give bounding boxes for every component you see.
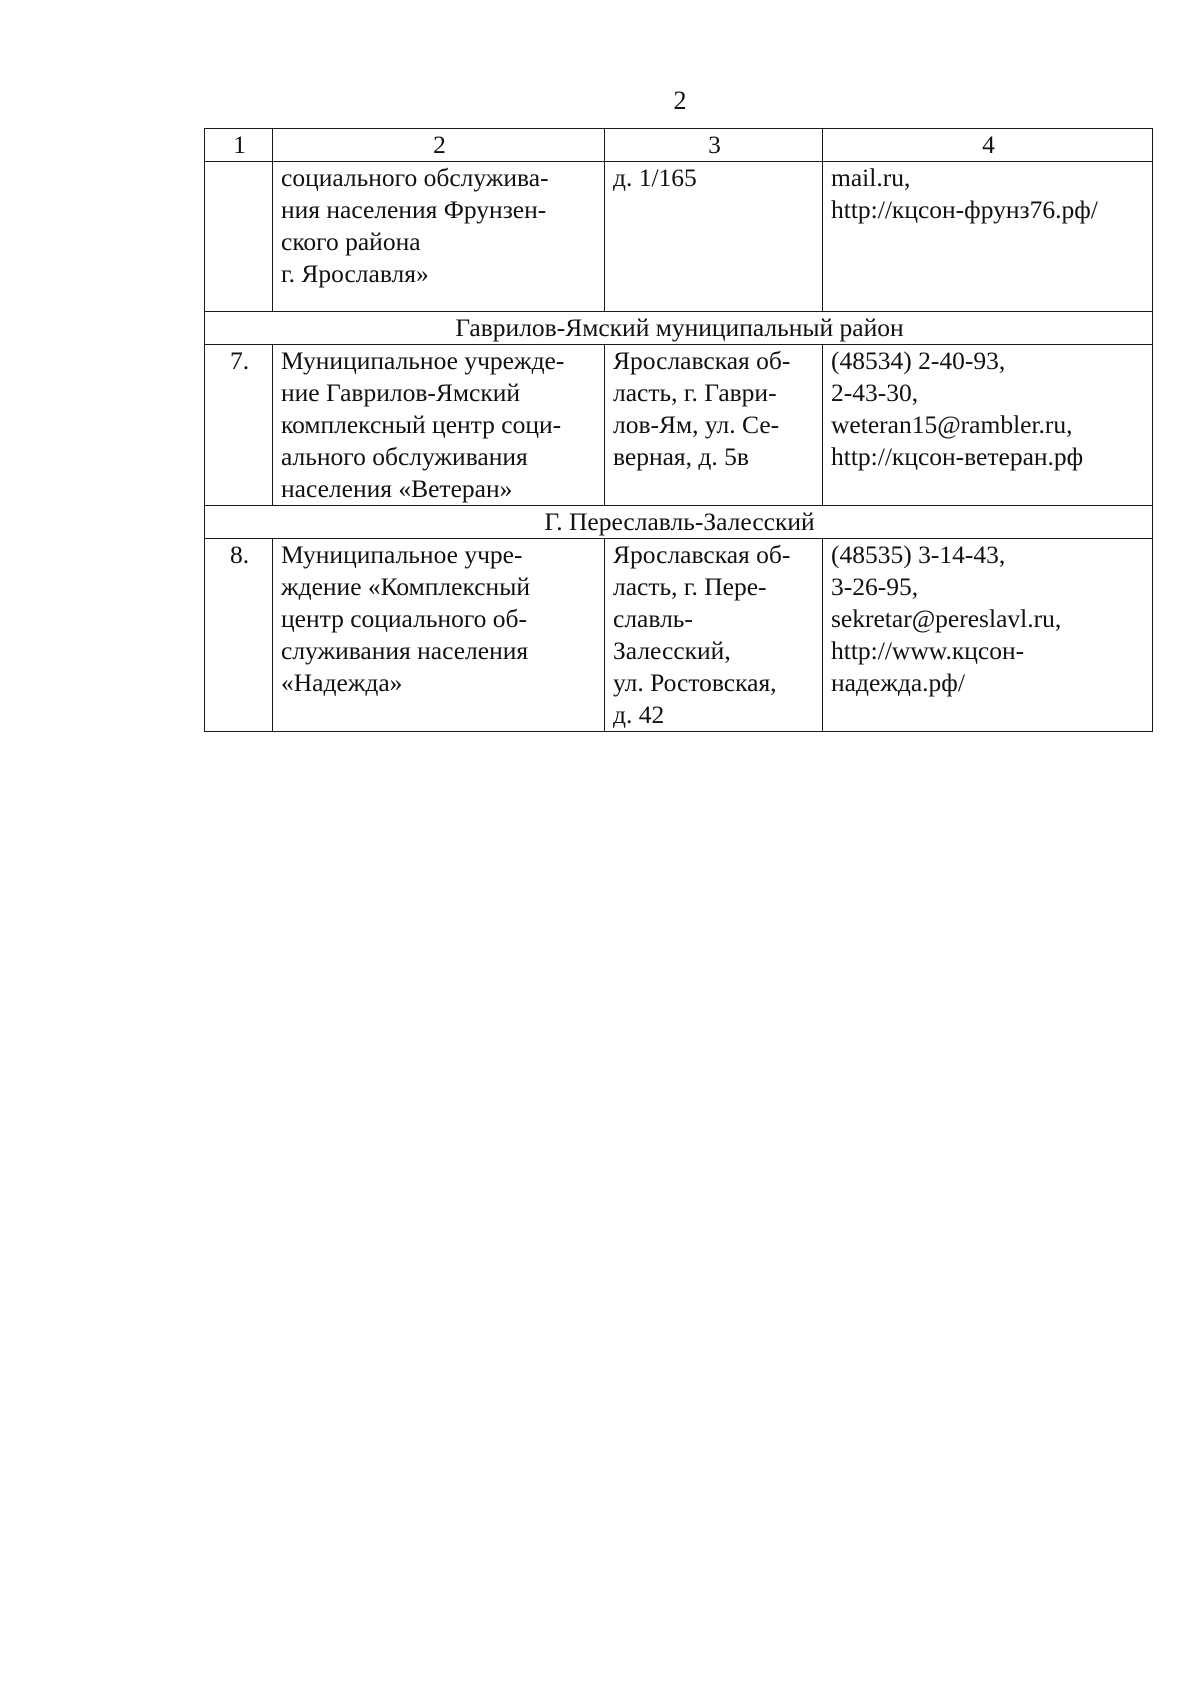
table-header-row — [205, 129, 1153, 162]
address-line: ул. Ростовская, — [613, 668, 777, 697]
name-line: Муниципальное учре- — [281, 540, 523, 569]
address-line: верная, д. 5в — [613, 442, 749, 471]
name-line: ского района — [281, 227, 421, 256]
row-number — [205, 162, 273, 312]
address-line: славль- — [613, 604, 693, 633]
name-line: комплексный центр соци- — [281, 410, 562, 439]
address-line: ласть, г. Пере- — [613, 572, 767, 601]
institution-name-cell — [273, 345, 605, 506]
contacts-line: http://www.кцсон- — [831, 636, 1025, 665]
contacts-cell — [823, 345, 1153, 506]
section-heading: Г. Переславль-Залесский — [205, 506, 1153, 539]
table-row-continuation — [205, 162, 1153, 312]
address-cell — [605, 539, 823, 732]
contacts-line: sekretar@pereslavl.ru, — [831, 604, 1062, 633]
page-number: 2 — [673, 86, 687, 115]
address-cell — [605, 345, 823, 506]
contacts-line: weteran15@rambler.ru, — [831, 410, 1073, 439]
contacts-line: http://кцсон-ветеран.рф — [831, 442, 1084, 471]
name-line: населения «Ветеран» — [281, 474, 513, 503]
contacts-line: (48535) 3-14-43, — [831, 540, 1006, 569]
contacts-line: 3-26-95, — [831, 572, 919, 601]
address-line: лов-Ям, ул. Се- — [613, 410, 780, 439]
contacts-line: надежда.рф/ — [831, 668, 965, 697]
name-line: «Надежда» — [281, 668, 403, 697]
contacts-cell — [823, 539, 1153, 732]
contacts-cell — [823, 162, 1153, 312]
header-col-1: 1 — [205, 129, 273, 162]
address-line: Ярославская об- — [613, 540, 791, 569]
section-row-pereslavl — [205, 506, 1153, 539]
contacts-line: mail.ru, — [831, 163, 911, 192]
address-line: ласть, г. Гаври- — [613, 378, 777, 407]
name-line: центр социального об- — [281, 604, 528, 633]
contacts-line: http://кцсон-фрунз76.рф/ — [831, 195, 1098, 224]
name-line: Муниципальное учрежде- — [281, 346, 565, 375]
address-line: д. 42 — [613, 700, 665, 729]
header-col-2: 2 — [273, 129, 605, 162]
header-col-4: 4 — [823, 129, 1153, 162]
section-heading: Гаврилов-Ямский муниципальный район — [205, 312, 1153, 345]
address-cell — [605, 162, 823, 312]
institution-name-cell — [273, 539, 605, 732]
institution-name-cell — [273, 162, 605, 312]
institutions-table — [204, 128, 1153, 732]
row-number: 7. — [205, 345, 273, 506]
header-col-3: 3 — [605, 129, 823, 162]
name-line: ния населения Фрунзен- — [281, 195, 547, 224]
address-line: Залесский, — [613, 636, 731, 665]
contacts-line: (48534) 2-40-93, — [831, 346, 1006, 375]
name-line: ждение «Комплексный — [281, 572, 530, 601]
name-line: ального обслуживания — [281, 442, 528, 471]
name-line: служивания населения — [281, 636, 529, 665]
name-line: социального обслужива- — [281, 163, 549, 192]
table-row-8 — [205, 539, 1153, 732]
address-line: д. 1/165 — [613, 163, 697, 192]
address-line: Ярославская об- — [613, 346, 791, 375]
row-number: 8. — [205, 539, 273, 732]
name-line: ние Гаврилов-Ямский — [281, 378, 521, 407]
contacts-line: 2-43-30, — [831, 378, 919, 407]
section-row-gavrilov — [205, 312, 1153, 345]
table-row-7 — [205, 345, 1153, 506]
name-line: г. Ярославля» — [281, 259, 429, 288]
